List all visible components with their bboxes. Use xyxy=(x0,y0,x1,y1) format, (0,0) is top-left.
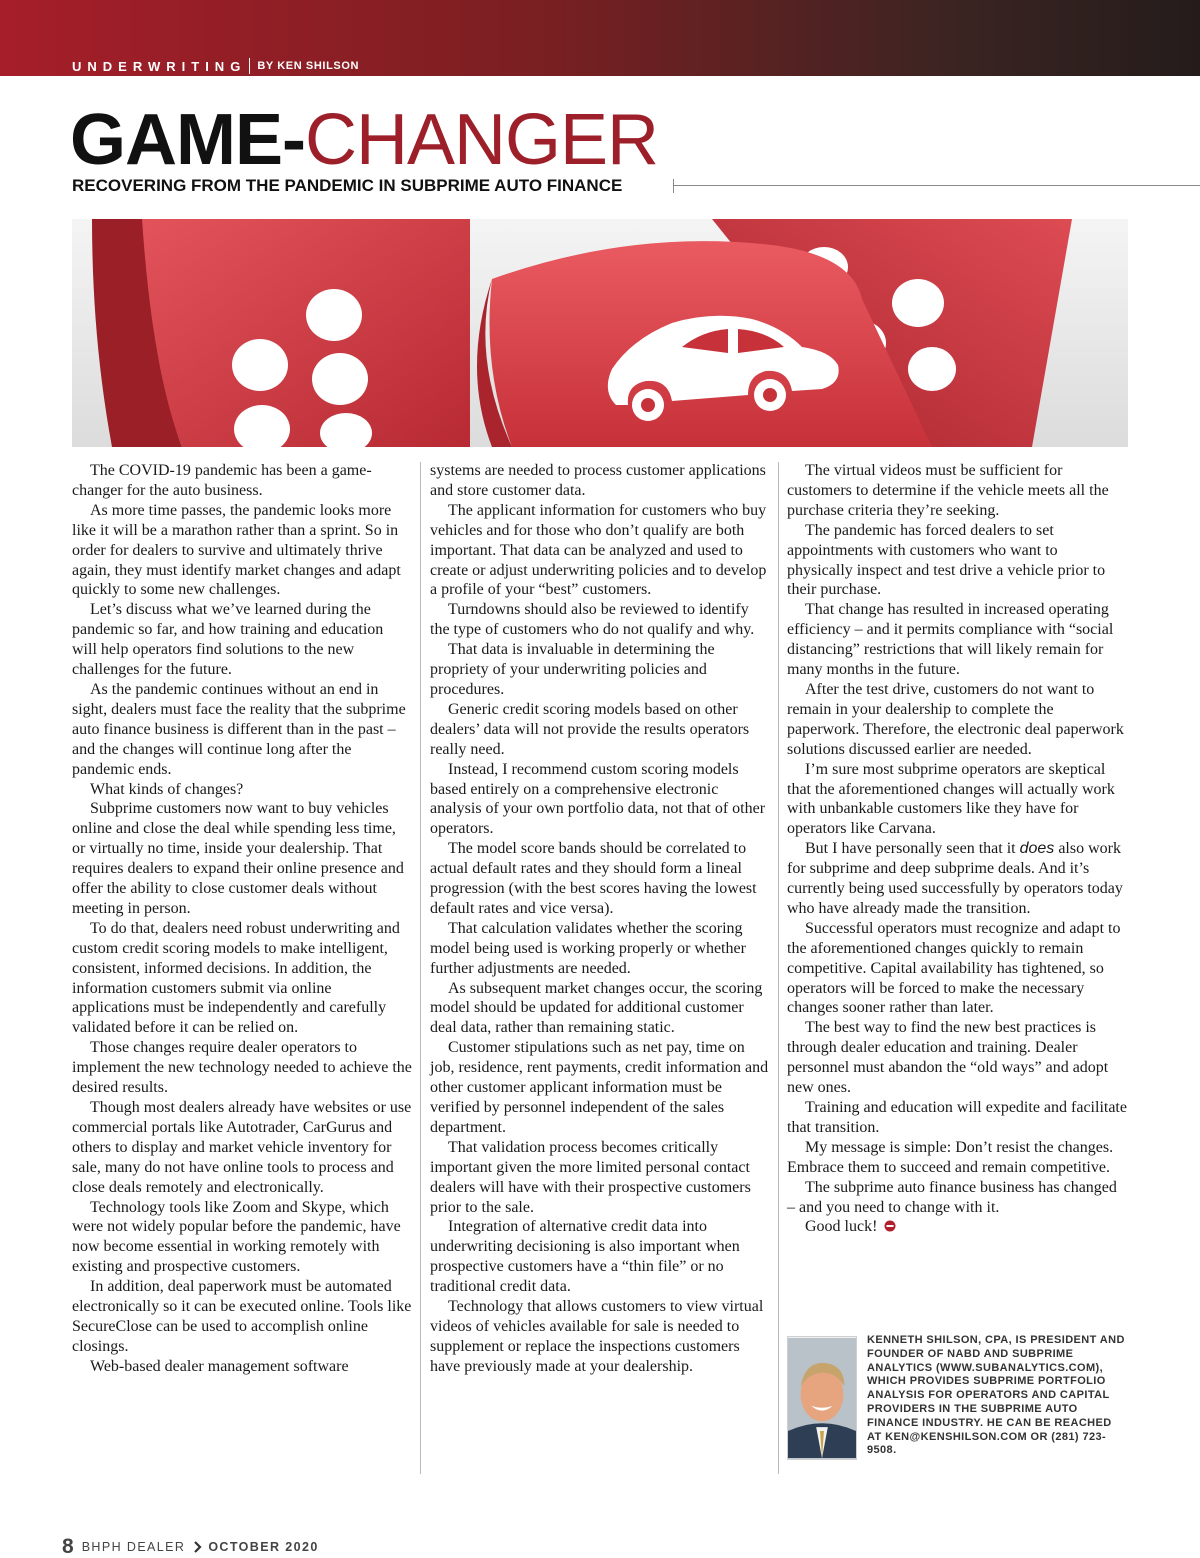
paragraph: The virtual videos must be sufficient for customers to determine if the vehicle meets all the purchase criteria they’re seeking. xyxy=(787,462,1109,519)
subhead-rule-tick xyxy=(673,179,674,193)
paragraph: That change has resulted in increased operating efficiency – and it permits compliance with “social distancing” restrictions that will likely remain for many months in the future. xyxy=(787,601,1114,679)
paragraph: The applicant information for customers who buy vehicles and for those who don’t qualify are both important. That data can be analyzed and used to create or adjust underwriting policies and to develop a profile of your “best” customers. xyxy=(430,501,767,599)
paragraph: That validation process becomes critically important given the more limited personal contact dealers will have with their prospective customers prior to the sale. xyxy=(430,1138,751,1216)
paragraph: The COVID-19 pandemic has been a game-changer for the auto business. xyxy=(72,462,372,499)
paragraph: The best way to find the new best practices is through dealer education and training. Dealer personnel must abandon the “old ways” and adopt new ones. xyxy=(787,1019,1109,1097)
paragraph: The subprime auto finance business has changed – and you need to change with it. xyxy=(787,1178,1117,1216)
paragraph: Technology that allows customers to view virtual videos of vehicles available for sale is needed to supplement or replace the inspections customers have previously made at your dealership. xyxy=(430,1298,764,1375)
paragraph: The pandemic has forced dealers to set appointments with customers who want to physically inspect and test drive a vehicle prior to their purchase. xyxy=(787,521,1106,599)
text-run: But I have personally seen that it xyxy=(805,840,1020,858)
section-label: UNDERWRITING xyxy=(72,58,247,74)
byline: BY KEN SHILSON xyxy=(257,60,360,72)
author-bio: KENNETH SHILSON, CPA, IS PRESIDENT AND FOUNDER OF NABD AND SUBPRIME ANALYTICS (WWW.SUBANALYTICS.COM), WHICH PROVIDES SUBPRIME PORTFOLIO ANALYSIS FOR OPERATORS AND CAPITAL PROVIDERS IN THE SUBPRIME AUTO FINANCE INDUSTRY. HE CAN BE REACHED AT KEN@KENSHILSON.COM OR (281) 723-9508. xyxy=(867,1334,1125,1457)
paragraph: Training and education will expedite and facilitate that transition. xyxy=(787,1099,1127,1136)
paragraph: That data is invaluable in determining the propriety of your underwriting policies and procedures. xyxy=(430,641,715,698)
paragraph: Web-based dealer management software xyxy=(90,1357,349,1375)
paragraph: Generic credit scoring models based on other dealers’ data will not provide the results operators really need. xyxy=(430,700,750,758)
hero-image xyxy=(72,219,1128,447)
paragraph: In addition, deal paperwork must be automated electronically so it can be executed online. Tools like SecureClose can be used to accomplish online closings. xyxy=(72,1278,412,1355)
issue-date: OCTOBER 2020 xyxy=(208,1540,319,1554)
paragraph: To do that, dealers need robust underwriting and custom credit scoring models to make intelligent, consistent, informed decisions. In addition, the information customers submit via online applications must be independently and carefully validated before it can be relied on. xyxy=(72,919,400,1037)
subhead: RECOVERING FROM THE PANDEMIC IN SUBPRIME AUTO FINANCE xyxy=(72,176,623,195)
column-rule xyxy=(778,462,779,1474)
magazine-name: BHPH DEALER xyxy=(81,1540,186,1554)
chevron-right-icon xyxy=(193,1541,203,1553)
subhead-rule xyxy=(673,185,1200,186)
section-kicker xyxy=(72,56,359,76)
paragraph: After the test drive, customers do not want to remain in your dealership to complete the paperwork. Therefore, the electronic deal paperwork solutions discussed earlier are needed. xyxy=(787,680,1124,758)
paragraph: As more time passes, the pandemic looks more like it will be a marathon rather than a sprint. So in order for dealers to survive and ultimately thrive again, they must identify market changes and adapt quickly to some new challenges. xyxy=(72,501,401,599)
emphasis-does: does xyxy=(1019,840,1055,858)
paragraph: Turndowns should also be reviewed to identify the type of customers who do not qualify and why. xyxy=(430,601,755,639)
paragraph: Successful operators must recognize and adapt to the aforementioned changes quickly to remain competitive. Capital availability has tightened, so operators will be forced to make the necessary changes sooner rather than later. xyxy=(787,919,1121,1017)
paragraph: As subsequent market changes occur, the scoring model should be updated for additional customer deal data, rather than remaining static. xyxy=(430,979,763,1037)
paragraph: Customer stipulations such as net pay, time on job, residence, rent payments, credit information and other customer applicant information must be verified by personnel independent of the sales department. xyxy=(430,1039,769,1136)
paragraph: My message is simple: Don’t resist the changes. Embrace them to succeed and remain competitive. xyxy=(787,1138,1114,1176)
page-footer xyxy=(62,1536,319,1558)
headline xyxy=(70,100,658,180)
paragraph: I’m sure most subprime operators are skeptical that the aforementioned changes will actually work with unbankable customers like they have for operators like Carvana. xyxy=(787,760,1115,838)
paragraph: Those changes require dealer operators to implement the new technology needed to achieve the desired results. xyxy=(72,1039,412,1097)
paragraph: The model score bands should be correlated to actual default rates and they should form a lineal progression (with the best scores having the lowest default rates and vice versa). xyxy=(430,840,757,917)
paragraph: Integration of alternative credit data into underwriting decisioning is also important when prospective customers have a “thin file” or no traditional credit data. xyxy=(430,1218,740,1296)
paragraph: Let’s discuss what we’ve learned during the pandemic so far, and how training and education will help operators find solutions to the new challenges for the future. xyxy=(72,601,384,679)
paragraph: Subprime customers now want to buy vehicles online and close the deal while spending less time, or virtually no time, inside your dealership. That requires dealers to expand their online presence and offer the ability to close customer deals without meeting in person. xyxy=(72,800,404,917)
paragraph-continued: systems are needed to process customer applications and store customer data. xyxy=(430,462,766,499)
paragraph-does xyxy=(787,839,1127,919)
article-column-1 xyxy=(72,461,412,1377)
paragraph: As the pandemic continues without an end in sight, dealers must face the reality that the subprime auto finance business is different than in the past – and the changes will continue long after the pandemic ends. xyxy=(72,680,406,778)
paragraph: Instead, I recommend custom scoring models based entirely on a comprehensive electronic analysis of your own portfolio data, not that of other operators. xyxy=(430,760,766,838)
paragraph: That calculation validates whether the scoring model being used is working properly or whether further adjustments are needed. xyxy=(430,919,746,977)
paragraph: What kinds of changes? xyxy=(90,780,244,798)
column-rule xyxy=(420,462,421,1474)
kicker-divider xyxy=(249,58,250,74)
closing-line xyxy=(787,1217,1127,1237)
paragraph: Though most dealers already have websites or use commercial portals like Autotrader, CarGurus and others to display and market vehicle inventory for sale, many do not have online tools to process and close deals remotely and electronically. xyxy=(72,1099,412,1196)
author-photo xyxy=(787,1336,857,1460)
red-die-icon xyxy=(92,219,470,447)
article-column-2 xyxy=(430,461,770,1377)
paragraph: Technology tools like Zoom and Skype, which were not widely popular before the pandemic, have now become essential in working remotely with existing and prospective customers. xyxy=(72,1198,401,1276)
page-number: 8 xyxy=(62,1535,74,1558)
end-mark-icon xyxy=(884,1220,896,1232)
headline-bold: GAME- xyxy=(70,100,305,180)
text-run: also work for subprime and deep subprime deals. And it’s currently being used successfully by operators today who have already made the transition. xyxy=(787,840,1123,917)
article-column-3 xyxy=(787,461,1127,1237)
headline-light: CHANGER xyxy=(304,100,659,180)
closing-text: Good luck! xyxy=(805,1218,878,1236)
